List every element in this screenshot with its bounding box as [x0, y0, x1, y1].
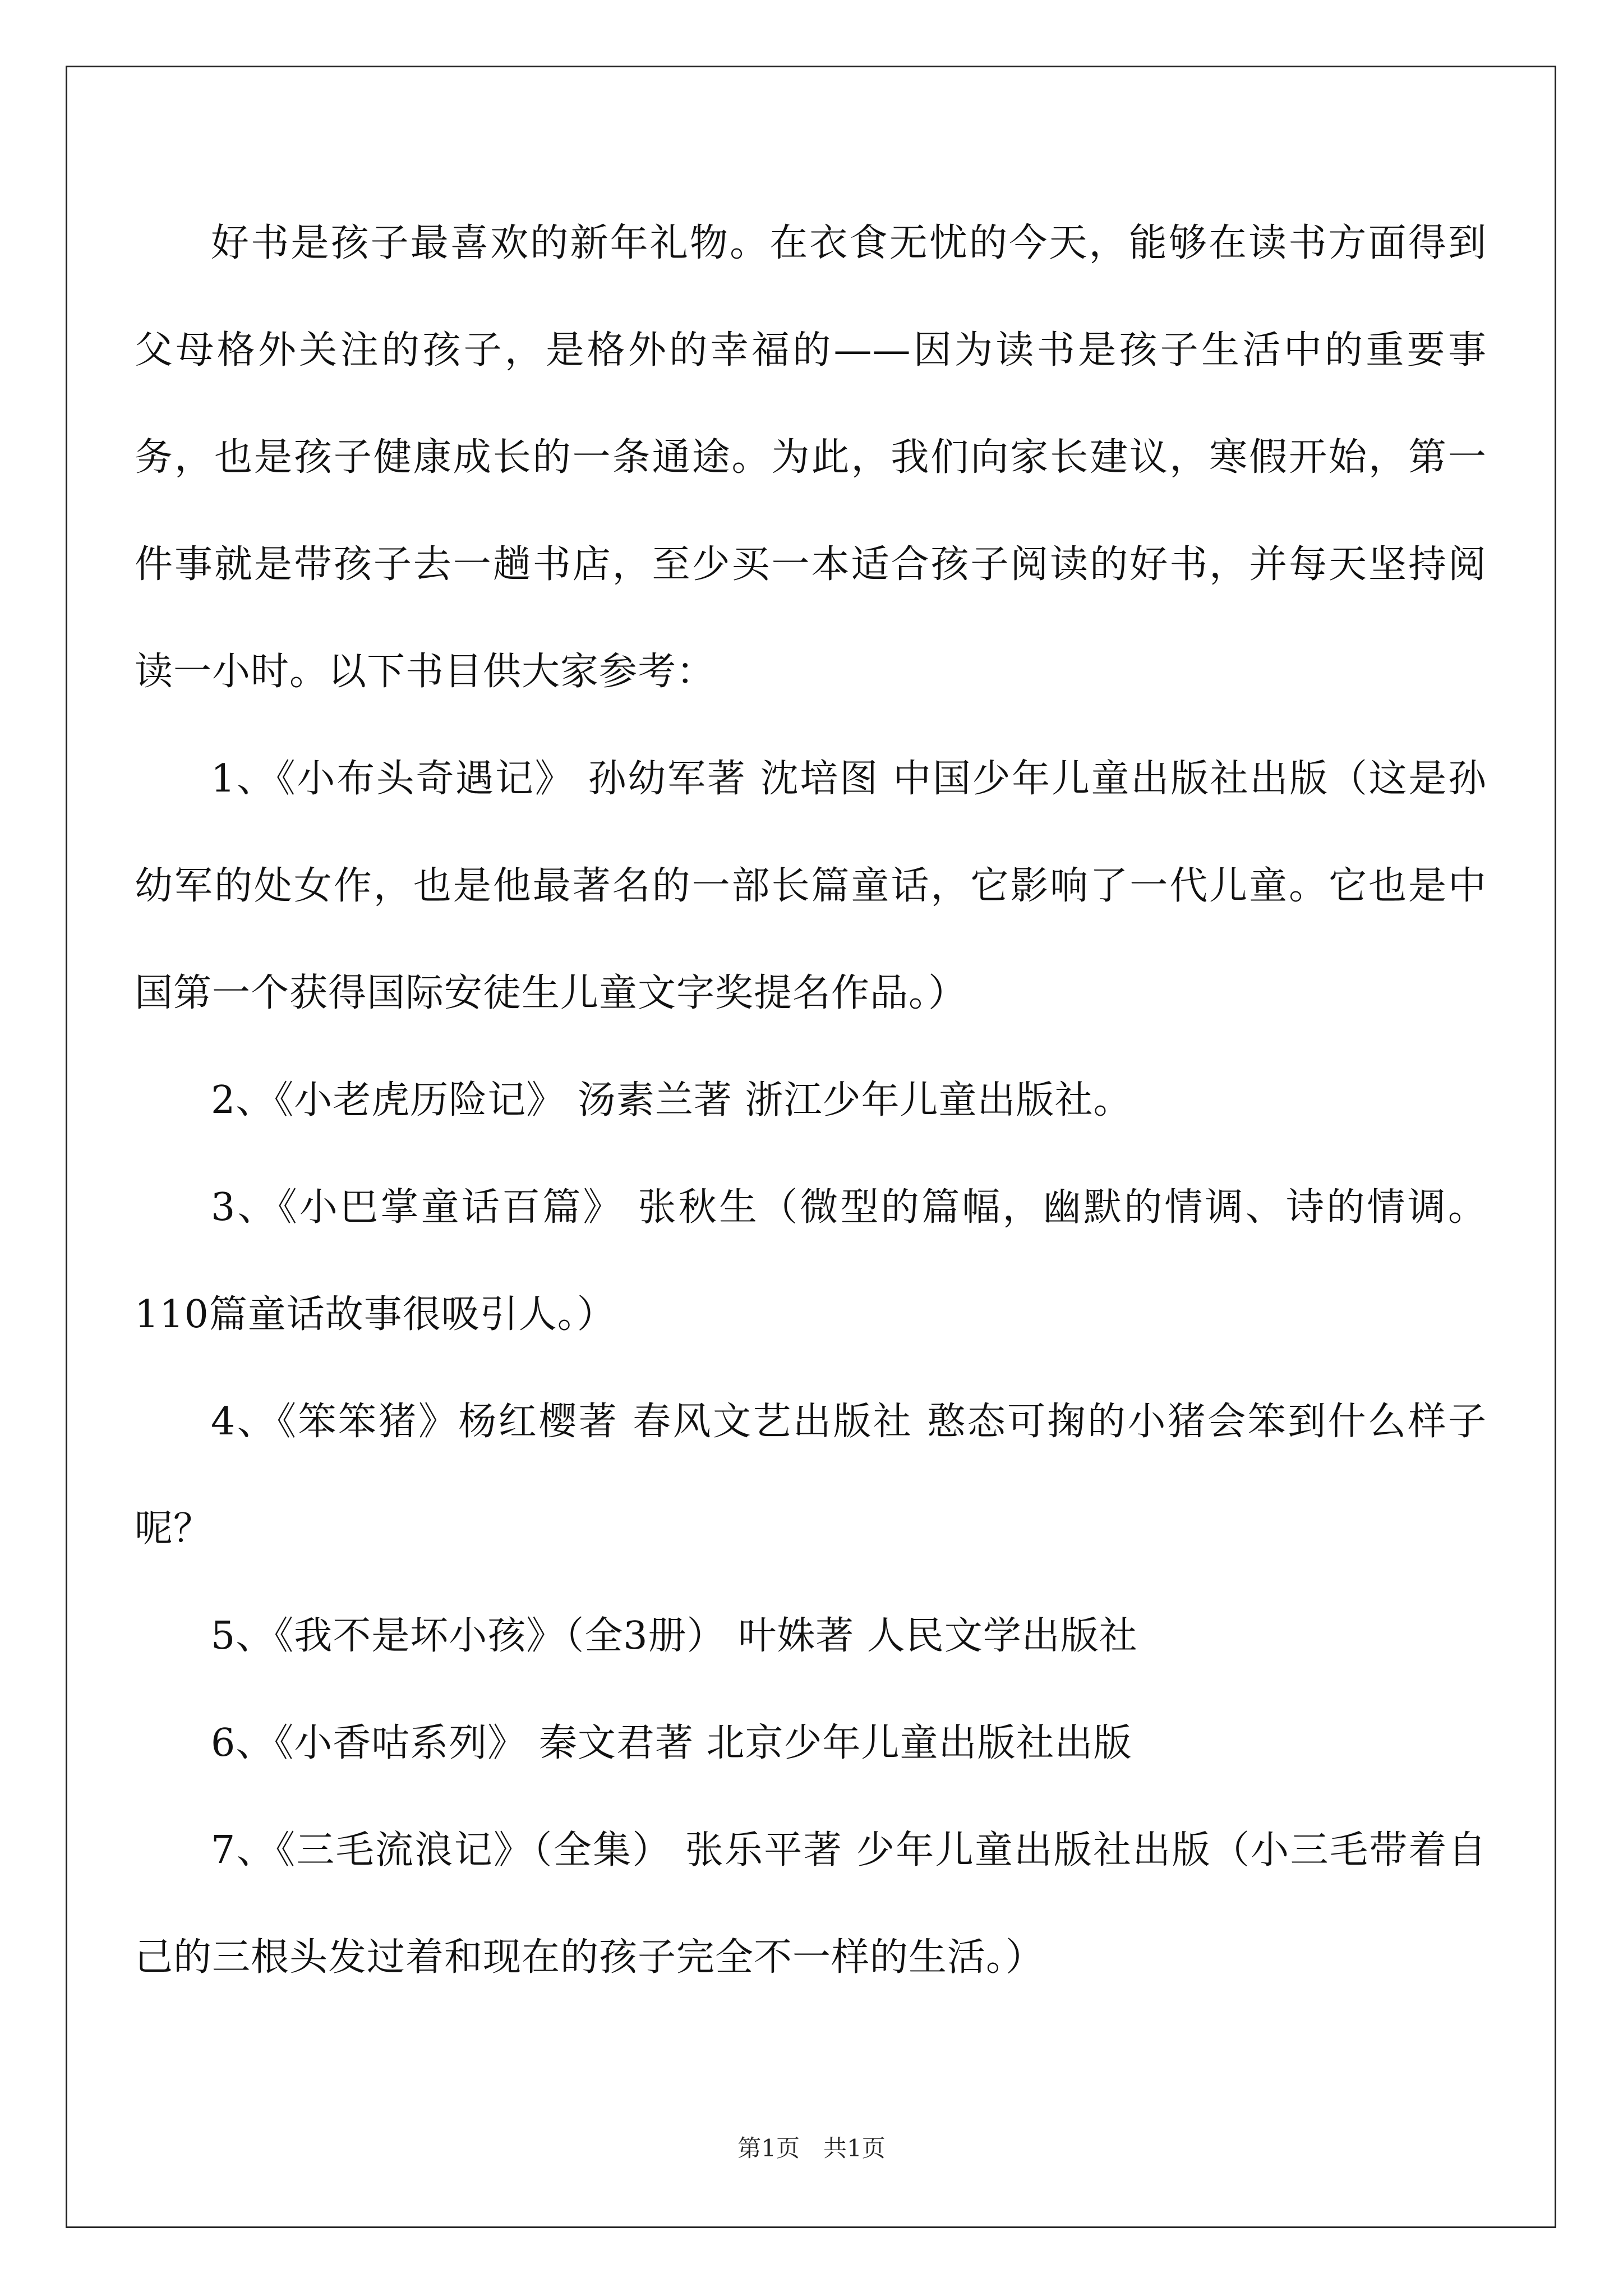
paragraph-book-1: 1、《小布头奇遇记》 孙幼军著 沈培图 中国少年儿童出版社出版（这是孙幼军的处女作，也是他最著名的一部长篇童话，它影响了一代儿童。它也是中国第一个获得国际安徒生儿童文字奖提名作品。） [135, 757, 1487, 1015]
document-body [135, 190, 1487, 2011]
paragraph-book-4: 4、《笨笨猪》杨红樱著 春风文艺出版社 憨态可掬的小猪会笨到什么样子呢？ [135, 1400, 1487, 1551]
page-footer [0, 2132, 1623, 2165]
paragraph-book-6: 6、《小香咕系列》 秦文君著 北京少年儿童出版社出版 [211, 1721, 1132, 1765]
paragraph-book-7: 7、《三毛流浪记》（全集） 张乐平著 少年儿童出版社出版（小三毛带着自己的三根头发过着和现在的孩子完全不一样的生活。） [135, 1828, 1487, 1980]
page-total: 共1页 [823, 2134, 886, 2162]
page-number: 第1页 [737, 2134, 800, 2162]
paragraph-book-2: 2、《小老虎历险记》 汤素兰著 浙江少年儿童出版社。 [211, 1078, 1132, 1122]
paragraph-book-5: 5、《我不是坏小孩》（全3册） 叶姝著 人民文学出版社 [211, 1614, 1138, 1658]
paragraph-intro: 好书是孩子最喜欢的新年礼物。在衣食无忧的今天，能够在读书方面得到父母格外关注的孩子，是格外的幸福的——因为读书是孩子生活中的重要事务，也是孩子健康成长的一条通途。为此，我们向家长建议，寒假开始，第一件事就是带孩子去一趟书店，至少买一本适合孩子阅读的好书，并每天坚持阅读一小时。以下书目供大家参考： [135, 221, 1487, 694]
paragraph-book-3: 3、《小巴掌童话百篇》 张秋生（微型的篇幅，幽默的情调、诗的情调。110篇童话故事很吸引人。） [135, 1185, 1487, 1337]
